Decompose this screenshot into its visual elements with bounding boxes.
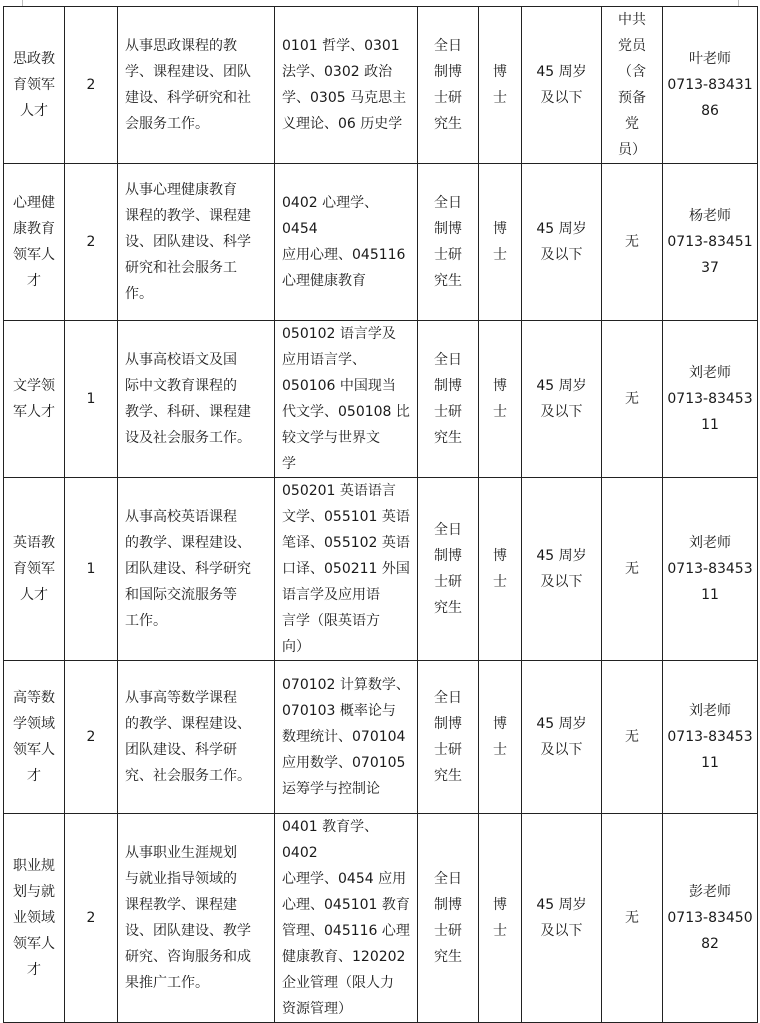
education-cell-text: 全日 制博 士研 究生 [434,871,462,965]
position-cell [4,7,65,164]
education-cell [418,321,479,478]
age-cell-text: 45 周岁 及以下 [536,64,587,106]
table-row [4,7,758,164]
age-cell [522,814,602,1023]
education-cell-text: 全日 制博 士研 究生 [434,195,462,289]
position-cell [4,661,65,814]
major-cell [275,478,418,661]
degree-cell-text: 博 士 [493,897,507,939]
count-cell-text: 2 [86,77,96,93]
age-cell-text: 45 周岁 及以下 [536,221,587,263]
count-cell [65,661,118,814]
contact-cell [663,814,758,1023]
education-cell-text: 全日 制博 士研 究生 [434,690,462,784]
duties-cell-text: 从事高等数学课程 的教学、课程建设、 团队建设、科学研 究、社会服务工作。 [125,690,251,784]
age-cell-text: 45 周岁 及以下 [536,378,587,420]
politics-cell-text: 无 [625,910,639,926]
duties-cell [118,661,275,814]
age-cell-text: 45 周岁 及以下 [536,716,587,758]
education-cell-text: 全日 制博 士研 究生 [434,522,462,616]
education-cell [418,814,479,1023]
contact-cell [663,478,758,661]
major-cell [275,321,418,478]
contact-cell [663,661,758,814]
position-cell-text: 思政教 育领军 人才 [13,51,55,119]
count-cell [65,814,118,1023]
table-row [4,478,758,661]
major-cell [275,164,418,321]
table-row [4,164,758,321]
duties-cell [118,7,275,164]
count-cell [65,478,118,661]
duties-cell-text: 从事高校英语课程 的教学、课程建设、 团队建设、科学研究 和国际交流服务等 工作。 [125,509,251,629]
age-cell-text: 45 周岁 及以下 [536,897,587,939]
position-cell [4,814,65,1023]
politics-cell-text: 无 [625,561,639,577]
politics-cell [602,814,663,1023]
major-cell-text: 050102 语言学及 应用语言学、 050106 中国现当 代文学、050108 比 较文学与世界文 学 [282,326,410,472]
duties-cell [118,814,275,1023]
duties-cell [118,321,275,478]
politics-cell-text: 无 [625,729,639,745]
degree-cell [479,661,522,814]
count-cell-text: 1 [86,561,96,577]
position-cell [4,164,65,321]
count-cell-text: 2 [86,234,96,250]
duties-cell-text: 从事心理健康教育 课程的教学、课程建 设、团队建设、科学 研究和社会服务工 作。 [125,182,251,302]
degree-cell [479,478,522,661]
degree-cell-text: 博 士 [493,221,507,263]
age-cell [522,7,602,164]
contact-cell-text: 彭老师 0713-83450 82 [667,884,753,952]
duties-cell-text: 从事职业生涯规划 与就业指导领域的 课程教学、课程建 设、团队建设、教学 研究、咨询服务和成 果推广工作。 [125,845,251,991]
position-cell [4,478,65,661]
degree-cell-text: 博 士 [493,64,507,106]
count-cell [65,321,118,478]
politics-cell [602,164,663,321]
position-cell-text: 心理健 康教育 领军人 才 [13,195,55,289]
education-cell [418,7,479,164]
count-cell-text: 2 [86,910,96,926]
age-cell-text: 45 周岁 及以下 [536,548,587,590]
major-cell-text: 0101 哲学、0301 法学、0302 政治 学、0305 马克思主 义理论、06 历史学 [282,38,407,132]
politics-cell [602,321,663,478]
major-cell [275,661,418,814]
position-cell-text: 文学领 军人才 [13,378,55,420]
count-cell-text: 2 [86,729,96,745]
major-cell-text: 070102 计算数学、 070103 概率论与 数理统计、070104 应用数学、070105 运筹学与控制论 [282,677,410,797]
contact-cell-text: 叶老师 0713-83431 86 [667,51,753,119]
major-cell-text: 050201 英语语言 文学、055101 英语 笔译、055102 英语 口译、050211 外国 语言学及应用语 言学（限英语方 向） [282,483,410,655]
politics-cell [602,7,663,164]
table-row [4,321,758,478]
table-row [4,814,758,1023]
contact-cell-text: 刘老师 0713-83453 11 [667,365,753,433]
politics-cell [602,661,663,814]
education-cell [418,661,479,814]
duties-cell [118,478,275,661]
major-cell-text: 0401 教育学、0402 心理学、0454 应用 心理、045101 教育 管理、045116 心理 健康教育、120202 企业管理（限人力 资源管理） [282,819,410,1017]
contact-cell-text: 杨老师 0713-83451 37 [667,208,753,276]
age-cell [522,164,602,321]
degree-cell [479,814,522,1023]
count-cell [65,164,118,321]
politics-cell-text: 无 [625,234,639,250]
position-cell-text: 高等数 学领域 领军人 才 [13,690,55,784]
duties-cell-text: 从事高校语文及国 际中文教育课程的 教学、科研、课程建 设及社会服务工作。 [125,352,251,446]
major-cell [275,814,418,1023]
degree-cell [479,164,522,321]
degree-cell-text: 博 士 [493,378,507,420]
education-cell [418,164,479,321]
major-cell-text: 0402 心理学、0454 应用心理、045116 心理健康教育 [282,195,406,289]
duties-cell [118,164,275,321]
degree-cell [479,321,522,478]
contact-cell-text: 刘老师 0713-83453 11 [667,535,753,603]
degree-cell-text: 博 士 [493,548,507,590]
contact-cell [663,321,758,478]
politics-cell-text: 中共 党员 （含 预备 党 员） [618,12,646,158]
education-cell [418,478,479,661]
contact-cell-text: 刘老师 0713-83453 11 [667,703,753,771]
contact-cell [663,164,758,321]
education-cell-text: 全日 制博 士研 究生 [434,38,462,132]
age-cell [522,321,602,478]
degree-cell [479,7,522,164]
position-cell [4,321,65,478]
count-cell [65,7,118,164]
major-cell [275,7,418,164]
age-cell [522,478,602,661]
count-cell-text: 1 [86,391,96,407]
degree-cell-text: 博 士 [493,716,507,758]
position-cell-text: 英语教 育领军 人才 [13,535,55,603]
contact-cell [663,7,758,164]
table-row [4,661,758,814]
recruitment-table [3,6,758,1023]
duties-cell-text: 从事思政课程的教 学、课程建设、团队 建设、科学研究和社 会服务工作。 [125,38,251,132]
position-cell-text: 职业规 划与就 业领域 领军人 才 [13,858,55,978]
age-cell [522,661,602,814]
education-cell-text: 全日 制博 士研 究生 [434,352,462,446]
politics-cell-text: 无 [625,391,639,407]
politics-cell [602,478,663,661]
